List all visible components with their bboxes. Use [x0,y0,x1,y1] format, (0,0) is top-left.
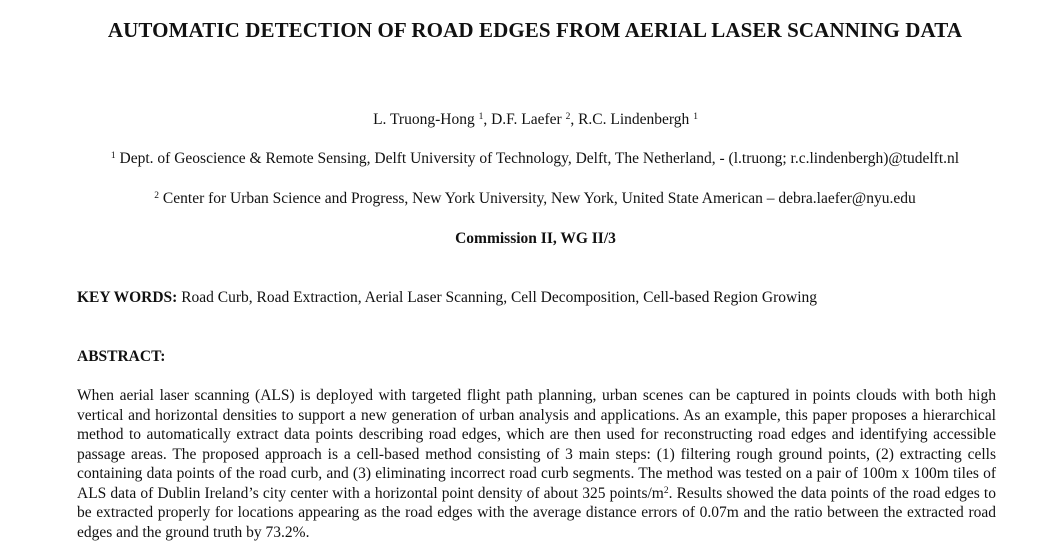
affiliation-marker: 2 [154,191,160,201]
author-name: R.C. Lindenbergh [578,111,690,128]
author-affiliation-marker: 1 [693,112,698,122]
affiliation-text: Center for Urban Science and Progress, New York University, New York, United State American – debra.laefer@nyu.edu [162,190,916,207]
author-affiliation-marker: 1 [478,112,484,122]
affiliation [70,149,1000,169]
author-name: D.F. Laefer [491,111,562,128]
abstract-text: When aerial laser scanning (ALS) is deployed with targeted flight path planning, urban scenes can be captured in points clouds with both high vertical and horizontal densities to support a new generation of urban analysis and applications. As an example, this paper proposes a hierarchical method to automatically extract data points describing road edges, which are then used for reconstructing road edges and identifying accessible passage areas. The proposed approach is a cell-based method consisting of 3 main steps: (1) filtering rough ground points, (2) extracting cells containing data points of the road curb, and (3) eliminating incorrect road curb segments. The method was tested on a pair of 100m x 100m tiles of ALS data of Dublin Ireland’s city center with a horizontal point density of about 325 points/m [77,387,996,502]
author-name: L. Truong-Hong [373,111,475,128]
author-affiliation-marker: 2 [565,112,571,122]
paper-title: AUTOMATIC DETECTION OF ROAD EDGES FROM AERIAL LASER SCANNING DATA [107,18,963,42]
affiliation [70,189,1000,209]
unit-exponent: 2 [663,485,669,496]
abstract-heading: ABSTRACT: [77,348,166,365]
keywords-label: KEY WORDS: [77,289,178,306]
author-list [0,110,1059,130]
author-separator: , [570,111,579,128]
affiliation-text: Dept. of Geoscience & Remote Sensing, Delft University of Technology, Delft, The Netherland, - (l.truong; r.c.lindenbergh)@tudelft.nl [119,150,960,167]
abstract-body [77,386,996,542]
affiliation-marker: 1 [110,151,116,161]
abstract-text-continued: . Results showed the data points of the road edges to be extracted properly for locations appearing as the road edges with the average distance errors of 0.07m and the ratio between the extracted road edges and the ground truth by 73.2%. [77,484,996,541]
keywords-list: Road Curb, Road Extraction, Aerial Laser Scanning, Cell Decomposition, Cell-based Region Growing [181,289,818,306]
author-separator: , [483,111,492,128]
commission-line: Commission II, WG II/3 [455,230,616,247]
keywords-section [77,288,1017,308]
